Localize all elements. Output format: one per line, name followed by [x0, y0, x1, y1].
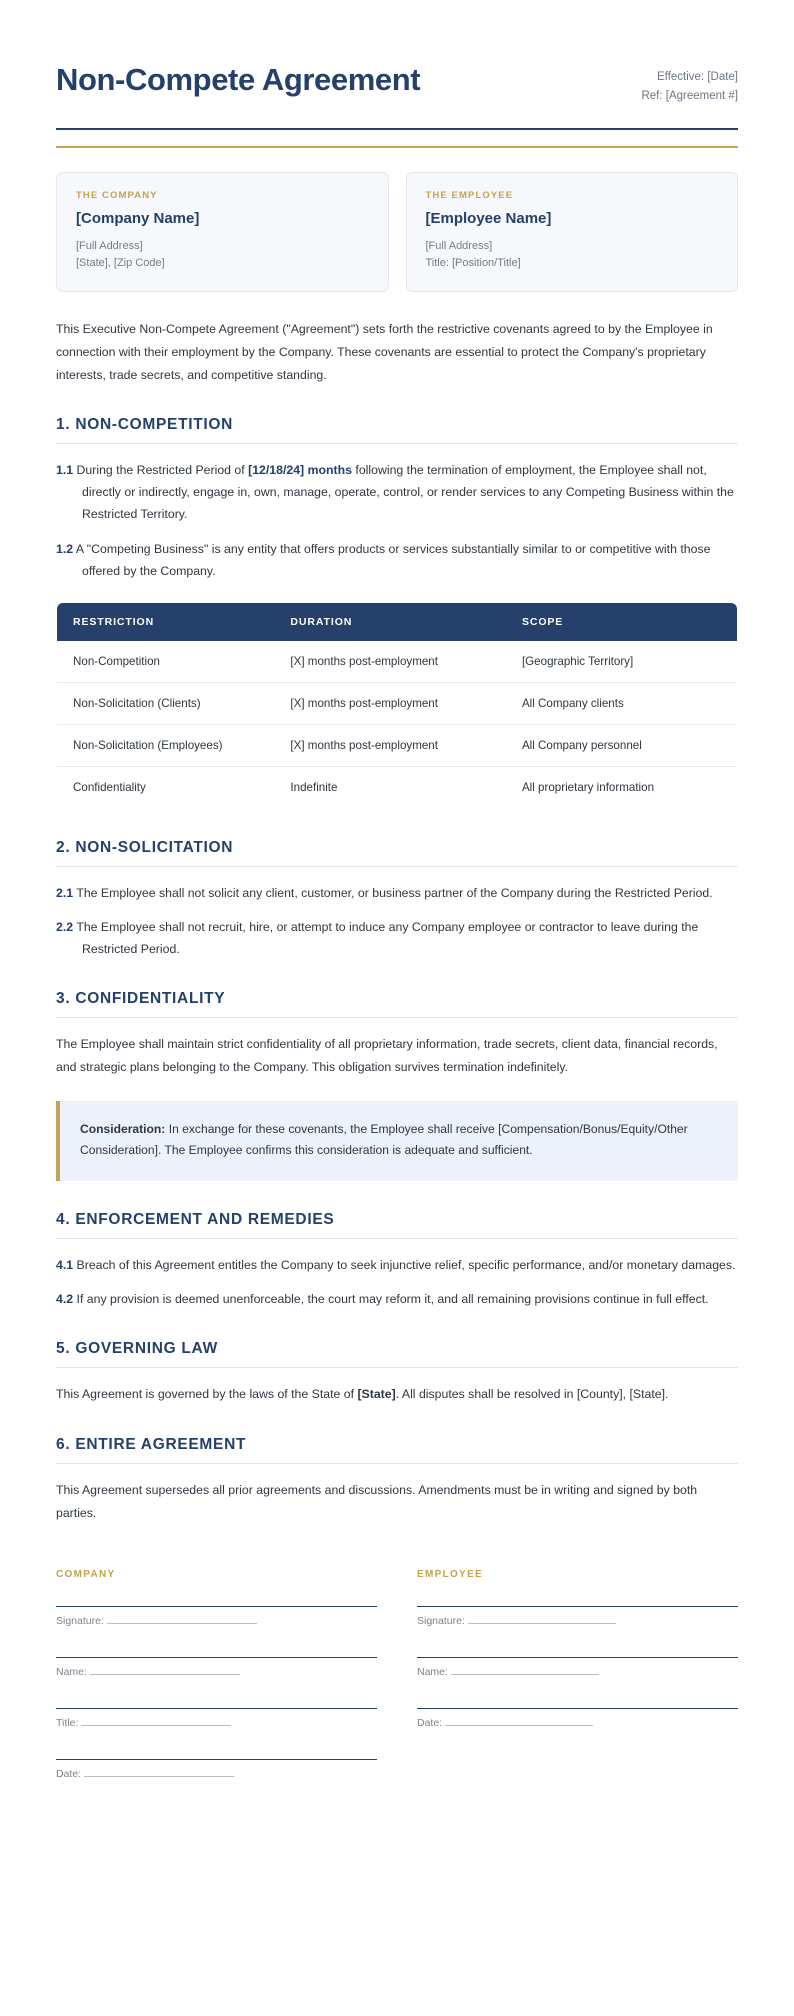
section-title-2: 2. NON-SOLICITATION — [56, 839, 738, 867]
section-non-solicitation — [56, 839, 738, 960]
table-col-duration: DURATION — [274, 602, 506, 641]
signature-label-text: Signature: — [56, 1614, 104, 1627]
table-col-scope: SCOPE — [506, 602, 738, 641]
signature-rule — [56, 1708, 377, 1709]
table-col-restriction: RESTRICTION — [57, 602, 275, 641]
cell-restriction: Non-Solicitation (Employees) — [57, 724, 275, 766]
restricted-period-highlight: [12/18/24] months — [248, 463, 352, 478]
signature-blank[interactable] — [468, 1614, 616, 1624]
clause-4-1-text: Breach of this Agreement entitles the Company to seek injunctive relief, specific performance, and/or monetary damages. — [76, 1258, 736, 1273]
date-label-text: Date: — [56, 1767, 82, 1780]
clause-1-2 — [56, 538, 738, 582]
signature-block — [56, 1569, 738, 1780]
employee-address-line-1: [Full Address] — [425, 239, 493, 252]
section-title-6: 6. ENTIRE AGREEMENT — [56, 1436, 738, 1464]
company-signature-kicker: COMPANY — [56, 1568, 116, 1580]
signature-rule — [417, 1708, 738, 1709]
section-non-competition — [56, 416, 738, 809]
table-row — [57, 766, 738, 808]
table-row — [57, 682, 738, 724]
date-label-text: Date: — [417, 1716, 443, 1729]
employee-title-line: Title: [Position/Title] — [425, 256, 521, 269]
employee-signature-field[interactable] — [417, 1606, 738, 1627]
agreement-reference: Ref: [Agreement #] — [641, 89, 738, 102]
party-card-employee — [406, 172, 739, 292]
table-head — [57, 602, 738, 641]
section-body-1 — [56, 459, 738, 582]
signature-rule — [417, 1657, 738, 1658]
employee-kicker: THE EMPLOYEE — [425, 189, 514, 201]
header-meta — [641, 62, 738, 106]
section-confidentiality — [56, 990, 738, 1181]
name-label-text: Name: — [56, 1665, 87, 1678]
clause-2-1-number: 2.1 — [56, 885, 74, 900]
cell-duration: [X] months post-employment — [274, 641, 506, 683]
date-blank[interactable] — [445, 1716, 593, 1726]
signature-column-company — [56, 1569, 377, 1780]
effective-date: Effective: [Date] — [657, 71, 738, 83]
date-label — [56, 1767, 377, 1780]
table-row — [57, 641, 738, 683]
cell-duration: [X] months post-employment — [274, 682, 506, 724]
clause-1-1-number: 1.1 — [56, 463, 74, 478]
cell-scope: [Geographic Territory] — [506, 641, 738, 683]
consideration-text: In exchange for these covenants, the Employee shall receive [Compensation/Bonus/Equity/Other Consideration]. The Employee confirms this consideration is adequate and sufficient. — [80, 1121, 688, 1158]
signature-label — [56, 1614, 377, 1627]
page-title: Non-Compete Agreement — [56, 62, 421, 97]
table-header-row — [57, 602, 738, 641]
name-label-text: Name: — [417, 1665, 448, 1678]
company-address-line-2: [State], [Zip Code] — [76, 256, 165, 269]
state-highlight: [State] — [357, 1387, 396, 1402]
company-name: [Company Name] — [76, 209, 200, 227]
clause-1-2-text: A "Competing Business" is any entity that offers products or services substantially similar to or competitive with those offered by the Company. — [75, 541, 711, 578]
employee-name-field[interactable] — [417, 1657, 738, 1678]
company-kicker: THE COMPANY — [76, 189, 158, 201]
company-signature-field[interactable] — [56, 1606, 377, 1627]
restrictions-table — [56, 602, 738, 809]
name-label — [417, 1665, 738, 1678]
section-governing-law — [56, 1340, 738, 1406]
cell-scope: All Company personnel — [506, 724, 738, 766]
section-body-2 — [56, 882, 738, 960]
intro-paragraph: This Executive Non-Compete Agreement ("Agreement") sets forth the restrictive covenants agreed to by the Employee in connection with their employment by the Company. These covenants are essential to protect the Company's proprietary interests, trade secrets, and competitive standing. — [56, 322, 713, 382]
date-label — [417, 1716, 738, 1729]
employee-date-field[interactable] — [417, 1708, 738, 1729]
cell-restriction: Non-Solicitation (Clients) — [57, 682, 275, 724]
clause-1-1-pre: During the Restricted Period of — [76, 463, 249, 478]
clause-4-1 — [56, 1254, 738, 1276]
section-title-5: 5. GOVERNING LAW — [56, 1340, 738, 1368]
clause-4-1-number: 4.1 — [56, 1258, 74, 1273]
signature-rule — [56, 1759, 377, 1760]
navy-divider — [56, 128, 738, 130]
party-cards — [56, 172, 738, 292]
name-blank[interactable] — [451, 1665, 599, 1675]
cell-duration: [X] months post-employment — [274, 724, 506, 766]
clause-1-1-post: following the termination of employment, the Employee shall not, directly or indirectly, engage in, own, manage, operate, control, or render services to any Competing Business within the Restricted Territory. — [82, 463, 734, 522]
title-blank[interactable] — [81, 1716, 231, 1726]
party-card-company — [56, 172, 389, 292]
section-title-1: 1. NON-COMPETITION — [56, 416, 738, 444]
table-row — [57, 724, 738, 766]
signature-label-text: Signature: — [417, 1614, 465, 1627]
clause-2-1-text: The Employee shall not solicit any client, customer, or business partner of the Company during the Restricted Period. — [76, 885, 713, 900]
consideration-callout — [56, 1101, 738, 1182]
title-label — [56, 1716, 377, 1729]
section-enforcement — [56, 1211, 738, 1310]
clause-4-2-number: 4.2 — [56, 1292, 74, 1307]
company-name-field[interactable] — [56, 1657, 377, 1678]
clause-2-2-text: The Employee shall not recruit, hire, or attempt to induce any Company employee or contractor to leave during the Restricted Period. — [76, 919, 699, 957]
entire-agreement-paragraph: This Agreement supersedes all prior agreements and discussions. Amendments must be in writing and signed by both parties. — [56, 1483, 698, 1520]
employee-name: [Employee Name] — [425, 209, 552, 227]
section-body-6 — [56, 1479, 738, 1524]
gold-divider — [56, 146, 738, 148]
section-entire-agreement — [56, 1436, 738, 1524]
clause-4-2-text: If any provision is deemed unenforceable, the court may reform it, and all remaining provisions continue in full effect. — [76, 1292, 709, 1307]
clause-4-2 — [56, 1288, 738, 1310]
signature-column-employee — [417, 1569, 738, 1780]
name-label — [56, 1665, 377, 1678]
section-body-3 — [56, 1033, 738, 1181]
governing-law-pre: This Agreement is governed by the laws of the State of — [56, 1387, 358, 1402]
cell-scope: All proprietary information — [506, 766, 738, 808]
name-blank[interactable] — [90, 1665, 240, 1675]
company-address-line-1: [Full Address] — [76, 239, 143, 252]
company-date-field[interactable] — [56, 1759, 377, 1780]
consideration-label: Consideration: — [80, 1121, 166, 1136]
signature-rule — [417, 1606, 738, 1607]
clause-2-2 — [56, 916, 738, 960]
governing-law-paragraph — [56, 1383, 738, 1406]
confidentiality-paragraph: The Employee shall maintain strict confidentiality of all proprietary information, trade secrets, client data, financial records, and strategic plans belonging to the Company. This obligation survives termination indefinitely. — [56, 1037, 718, 1074]
section-body-5 — [56, 1383, 738, 1406]
table-body — [57, 641, 738, 809]
signature-rule — [56, 1606, 377, 1607]
document-header — [56, 52, 738, 106]
cell-scope: All Company clients — [506, 682, 738, 724]
company-title-field[interactable] — [56, 1708, 377, 1729]
cell-restriction: Non-Competition — [57, 641, 275, 683]
date-blank[interactable] — [84, 1767, 234, 1777]
employee-signature-kicker: EMPLOYEE — [417, 1568, 483, 1580]
section-body-4 — [56, 1254, 738, 1310]
clause-2-2-number: 2.2 — [56, 919, 74, 934]
clause-1-2-number: 1.2 — [56, 541, 74, 556]
clause-2-1 — [56, 882, 738, 904]
section-title-3: 3. CONFIDENTIALITY — [56, 990, 738, 1018]
title-label-text: Title: — [56, 1716, 79, 1729]
section-title-4: 4. ENFORCEMENT AND REMEDIES — [56, 1211, 738, 1239]
clause-1-1 — [56, 459, 738, 525]
signature-label — [417, 1614, 738, 1627]
signature-blank[interactable] — [107, 1614, 257, 1624]
signature-rule — [56, 1657, 377, 1658]
cell-restriction: Confidentiality — [57, 766, 275, 808]
cell-duration: Indefinite — [274, 766, 506, 808]
governing-law-post: . All disputes shall be resolved in [County], [State]. — [395, 1387, 669, 1402]
